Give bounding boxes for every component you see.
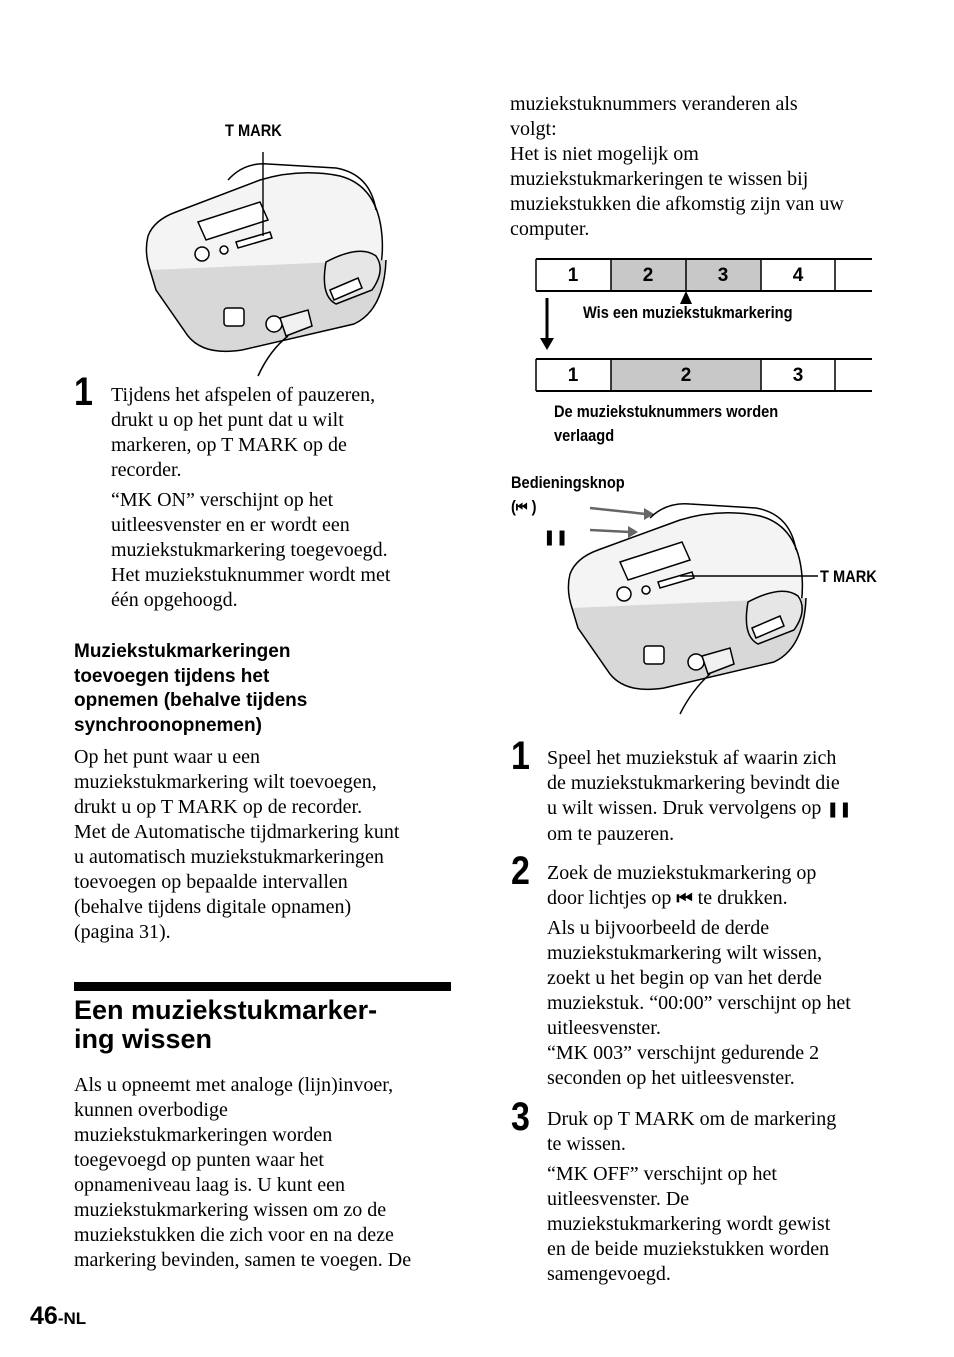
right-step-2-text [547,861,892,1091]
text-line: de muziekstukmarkering bevindt die [547,772,840,794]
subheading-line: Muziekstukmarkeringen [74,641,291,662]
step-1-number-right: 1 [511,734,530,778]
text-line [547,886,892,911]
text-line: drukt u op T MARK op de recorder. [74,796,363,818]
text-line: computer. [510,218,590,240]
text-line: muziekstukken die afkomstig zijn van uw [510,193,844,215]
text-span: te drukken. [697,887,788,909]
subheading-line: synchroonopnemen) [74,714,262,736]
text-line: samengevoegd. [547,1263,671,1285]
text-line: uitleesvenster en er wordt een [111,514,350,536]
text-line: kunnen overbodige [74,1099,228,1121]
subheading-line: opnemen (behalve tijdens [74,690,308,711]
section-body [74,1073,459,1273]
page-number [30,1302,86,1331]
text-line: muziekstukmarkering toegevoegd. [111,539,388,561]
track-number-diagram [530,254,880,394]
bottom-track-row [536,359,872,391]
step-2-number: 2 [511,849,530,893]
subheading [74,640,307,738]
text-line: toegevoegd op punten waar het [74,1149,324,1171]
top-cell-3: 3 [717,265,729,286]
section-rule [74,982,451,991]
right-step-3-text [547,1107,892,1287]
text-line: en de beide muziekstukken worden [547,1238,830,1260]
text-line: Het is niet mogelijk om [510,143,699,165]
text-line: (pagina 31). [74,921,171,943]
text-line: Tijdens het afspelen of pauzeren, [111,384,376,406]
pause-icon: ❚❚ [543,528,569,546]
text-line: u automatisch muziekstukmarkeringen [74,846,384,868]
top-cell-1: 1 [567,265,579,286]
section-title-line: ing wissen [74,1024,213,1054]
fig2-tmark-label: T MARK [820,567,877,586]
step-1-number: 1 [74,370,93,414]
text-line: “MK ON” verschijnt op het [111,489,334,511]
knob-label-line: Bedieningsknop [511,473,625,492]
text-line: Zoek de muziekstukmarkering op [547,862,817,884]
text-line: muziekstukmarkeringen worden [74,1124,333,1146]
text-line: “MK 003” verschijnt gedurende 2 [547,1042,820,1064]
bottom-cell-1: 1 [567,365,579,386]
text-line: “MK OFF” verschijnt op het [547,1163,777,1185]
right-step-1-text [547,746,892,847]
diagram-result-label [554,400,778,448]
subheading-body [74,745,454,945]
text-line: één opgehoogd. [111,589,238,611]
text-line: Het muziekstuknummer wordt met [111,564,391,586]
diagram-result-line: verlaagd [554,426,615,445]
text-line: drukt u op het punt dat u wilt [111,409,344,431]
text-line: muziekstukmarkering wilt toevoegen, [74,771,377,793]
text-line: muziekstukmarkering wordt gewist [547,1213,831,1235]
step-3-number: 3 [511,1095,530,1139]
section-title-line: Een muziekstukmarker- [74,995,378,1025]
page-number-value: 46 [30,1302,58,1330]
text-span: door lichtjes op [547,887,672,909]
text-line: volgt: [510,118,557,140]
page-number-suffix: -NL [57,1309,87,1328]
text-line: Druk op T MARK om de markering [547,1108,837,1130]
text-line: muziekstuknummers veranderen als [510,93,798,115]
diagram-action-label: Wis een muziekstukmarkering [583,303,793,322]
section-title [74,996,377,1054]
text-line: uitleesvenster. [547,1017,661,1039]
left-step-1-text [111,383,451,613]
text-line [547,796,892,822]
subheading-line: toevoegen tijdens het [74,665,270,687]
text-line: muziekstukmarkeringen te wissen bij [510,168,809,190]
text-line: seconden op het uitleesvenster. [547,1067,795,1089]
text-line: recorder. [111,459,182,481]
text-line: te wissen. [547,1133,626,1155]
text-line: muziekstukken die zich voor en na deze [74,1224,394,1246]
text-line: (behalve tijdens digitale opnamen) [74,896,352,918]
minidisc-recorder-illustration-2 [560,496,820,718]
top-cell-4: 4 [792,265,804,286]
text-line: markeren, op T MARK op de [111,434,347,456]
text-line: Op het punt waar u een [74,746,261,768]
pause-icon: ❚❚ [826,800,852,818]
text-line: markering bevinden, samen te voegen. De [74,1249,412,1271]
text-span: u wilt wissen. Druk vervolgens op [547,797,822,819]
text-line: zoekt u het begin op van het derde [547,967,822,989]
text-line: Als u opneemt met analoge (lijn)invoer, [74,1074,394,1096]
text-line: om te pauzeren. [547,823,675,845]
paren-close: ) [527,497,537,516]
diagram-result-line: De muziekstuknummers worden [554,402,779,421]
bottom-cell-3: 3 [792,365,804,386]
text-line: opnameniveau laag is. U kunt een [74,1174,346,1196]
paren-open: ( [511,497,516,516]
text-line: Speel het muziekstuk af waarin zich [547,747,837,769]
text-line: muziekstuk. “00:00” verschijnt op het [547,992,851,1014]
minidisc-recorder-illustration [140,140,390,380]
text-line: muziekstukmarkering wilt wissen, [547,942,822,964]
text-line: Als u bijvoorbeeld de derde [547,917,770,939]
text-line: toevoegen op bepaalde intervallen [74,871,348,893]
fig1-tmark-label: T MARK [225,121,282,140]
right-intro [510,92,900,242]
prev-track-icon: ⏮ [676,888,693,909]
text-line: uitleesvenster. De [547,1188,690,1210]
prev-track-icon: ⏮ [515,498,528,516]
bottom-cell-2: 2 [680,365,692,386]
top-track-row [536,259,872,291]
text-line: Met de Automatische tijdmarkering kunt [74,821,400,843]
top-cell-2: 2 [642,265,654,286]
text-line: muziekstukmarkering wissen om zo de [74,1199,387,1221]
down-arrow-head [540,338,554,350]
